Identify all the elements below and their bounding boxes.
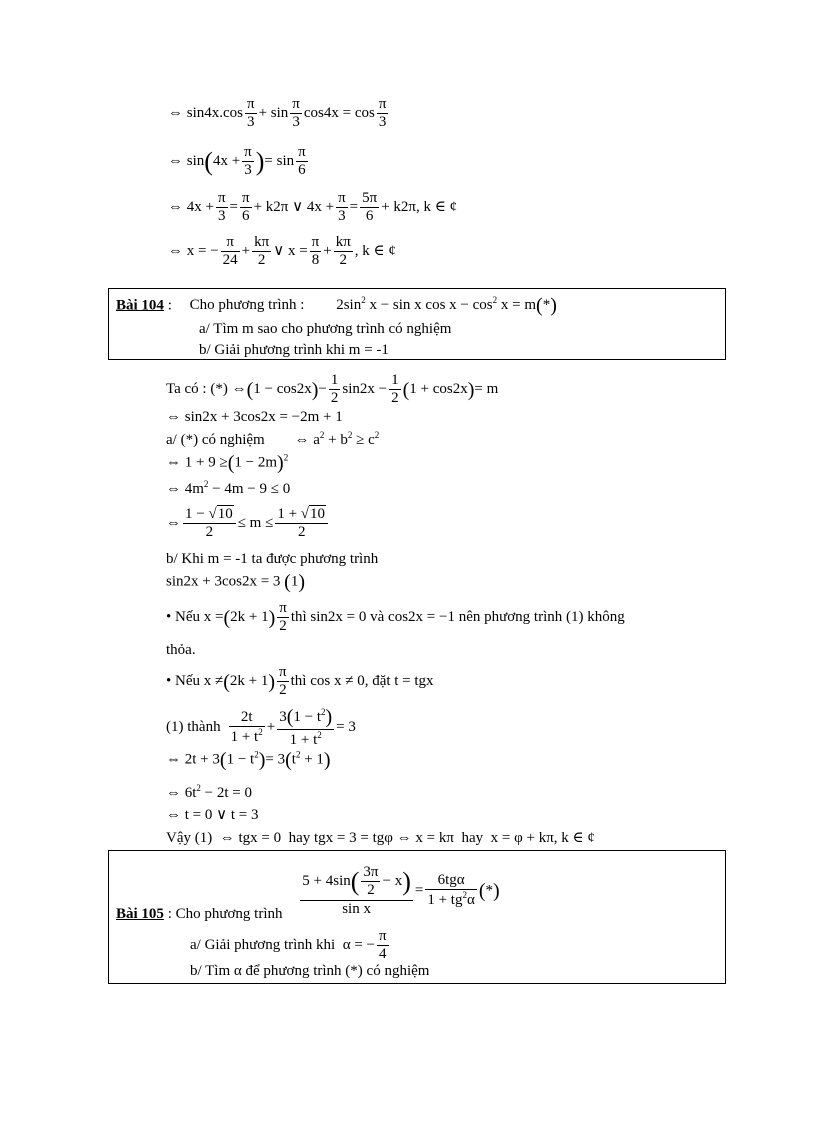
solution-line: ⇔ $6t^2 - 2t = 0$ [166,783,253,801]
solution-line: ⇔ $\frac{1 - √10}{2}$ ≤ m ≤ $\frac{1 + √10}{2}$ [166,506,330,542]
solution-line: ⇔ $2t + 3(1 - t^2)= 3(t^2 + 1)$ [166,749,331,771]
problem-part-a: a/ Giải phương trình khi α = − $\frac{\pi}{4}$ [190,928,387,963]
solution-line: sin2x + 3cos2x = 3 (1) [166,571,306,593]
equation-line: ⇔ 4x + $\frac{\pi}{3}$ = $\frac{\pi}{6}$ + k2π ∨ 4x + $\frac{\pi}{3}$ = $\frac{5\pi}{6}$ + k2π, k ∈ ¢ [168,190,458,225]
solution-line: • Nếu x =(2k + 1) $\frac{\pi}{2}$ thì sin2x = 0 và cos2x = −1 nên phương trình (1) không [166,600,625,635]
problem-part-b: b/ Giải phương trình khi m = -1 [199,342,389,358]
solution-line: ⇔ $4m^2 - 4m - 9 \le 0$ [166,479,291,497]
problem-label: Bài 104 [116,297,164,314]
problem-part-b: b/ Tìm α để phương trình (*) có nghiệm [190,963,430,979]
part-a-head: a/ (*) có nghiệm [166,432,265,448]
equation-line: ⇔ x = − $\frac{\pi}{24}$ + $\frac{k\pi}{2}$ ∨ x = $\frac{\pi}{8}$ + $\frac{k\pi}{2}$ , k ∈ ¢ [168,234,396,269]
problem-label: Bài 105 [116,906,164,923]
equation-line: ⇔ sin4x.cos $\frac{\pi}{3}$ + sin $\frac{\pi}{3}$ cos4x = cos $\frac{\pi}{3}$ [168,96,387,131]
solution-line: b/ Khi m = -1 ta được phương trình [166,551,379,567]
solution-line: ⇔ $1 + 9 \ge(1 - 2m)^2$ [166,452,289,474]
solution-line: (1) thành $\frac{2t}{1 + t^2}$ + $\frac{3(1 - t^2)}{1 + t^2}$ = 3 [166,706,356,748]
solution-line: thỏa. [166,642,196,658]
solution-line: • Nếu x ≠(2k + 1) $\frac{\pi}{2}$ thì cos x ≠ 0, đặt t = tgx [166,664,434,699]
problem-intro: Cho phương trình : [189,297,305,314]
solution-line: a/ (*) có nghiệm ⇔ $a^2 + b^2 \ge c^2$ [166,430,380,448]
solution-line: ⇔ t = 0 ∨ t = 3 [166,807,259,823]
solution-line: Ta có : (*) ⇔(1 − cos2x)− $\frac{1}{2}$ sin2x − $\frac{1}{2}$ (1 + cos2x)= m [166,372,499,407]
solution-line: ⇔ sin2x + 3cos2x = −2m + 1 [166,409,343,425]
problem-104-heading: Bài 104 : Cho phương trình : $2\sin^2$ x − sin x $\cos x - \cos^2 x = m(*)$ [116,295,557,317]
problem-part-a: a/ Tìm m sao cho phương trình có nghiệm [199,321,452,337]
solution-line: Vậy (1) ⇔ tgx = 0 hay tgx = 3 = tgφ ⇔ x = kπ hay x = φ + kπ, k ∈ ¢ [166,830,595,846]
equation-line: ⇔ sin(4x + $\frac{\pi}{3}$ )= sin $\frac{\pi}{6}$ [168,144,306,179]
problem-intro: Cho phương trình [175,906,283,923]
problem-105-heading: Bài 105 : Cho phương trình 5 + 4sin( $\frac{3\pi}{2}$ − x) sin x = $\frac{\text{6tgα}}{1 + tg^2\alpha}$ (*) [116,864,500,923]
